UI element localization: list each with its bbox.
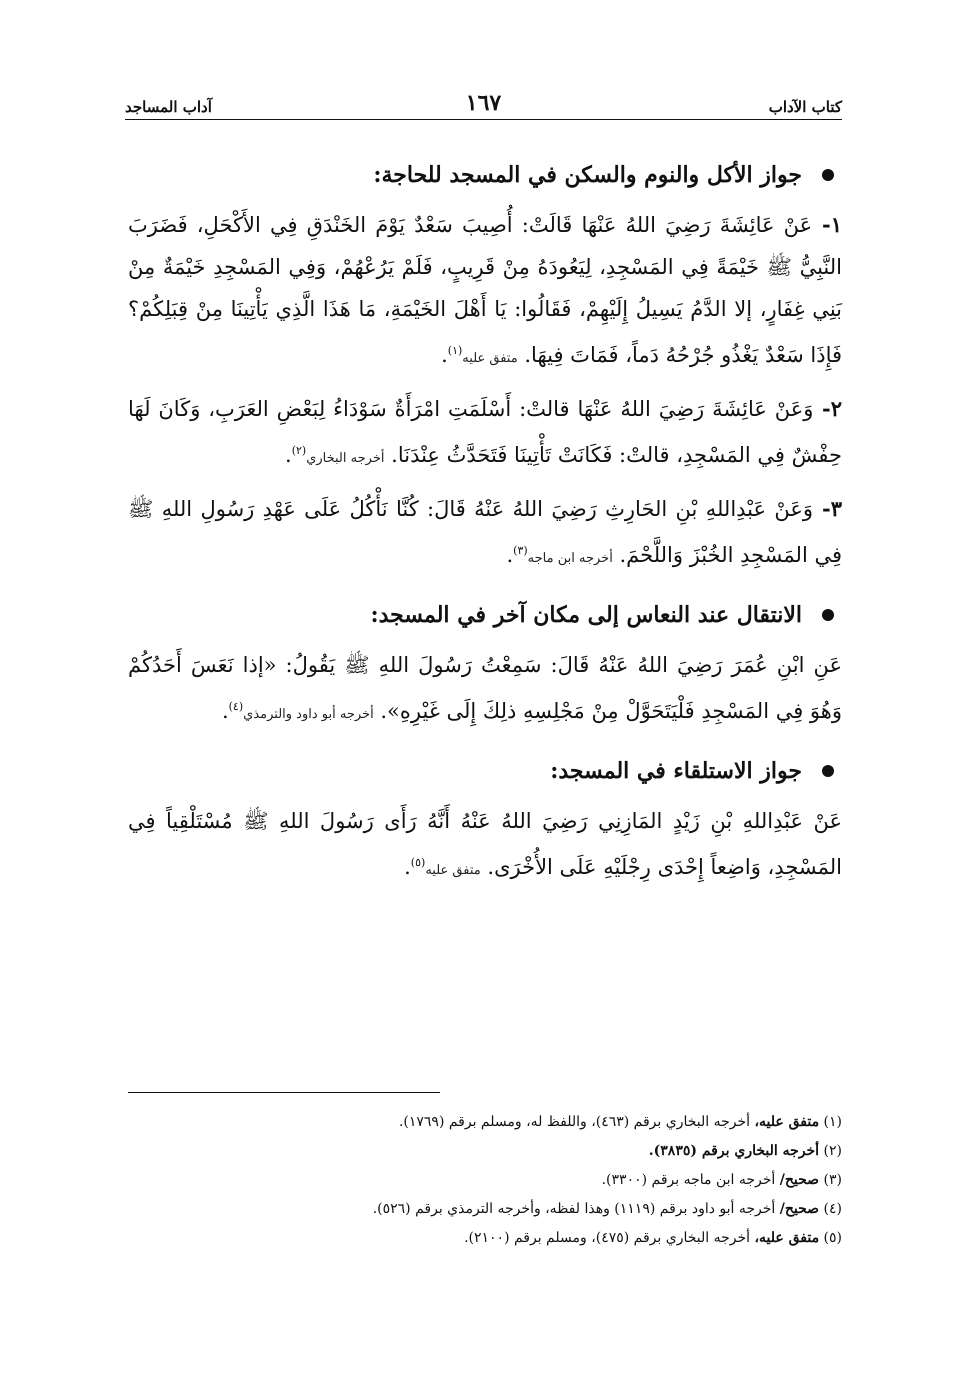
section-heading: جواز الأكل والنوم والسكن في المسجد للحاجة: xyxy=(128,154,842,196)
main-content xyxy=(128,140,842,892)
page-header xyxy=(125,86,842,116)
bullet-icon xyxy=(822,169,834,181)
hadith-text: وَعَنْ عَائِشَةَ رَضِيَ اللهُ عَنْهَا قالتْ: أَسْلَمَتِ امْرَأَةٌ سَوْدَاءُ لِبَعْضِ العَرَبِ، وَكَانَ لَهَا حِفْشٌ فِي المَسْجِدِ، قالتْ: فَكَانَتْ تَأْتِينَا فَتَحَدَّثُ عِنْدَنَا. xyxy=(128,397,842,467)
footnote: (١) متفق عليه، أخرجه البخاري برقم (٤٦٣)، واللفظ له، ومسلم برقم (١٧٦٩). xyxy=(398,1114,842,1130)
page-number: ١٦٧ xyxy=(465,90,502,116)
hadith-item: عَنِ ابْنِ عُمَرَ رَضِيَ اللهُ عَنْهُ قَالَ: سَمِعْتُ رَسُولَ اللهِ ﷺ يَقُولُ: «إذا نَعَسَ أَحَدُكُمْ وَهُوَ فِي المَسْجِدِ فَلْيَتَحَوَّلْ مِنْ مَجْلِسِهِ ذلِكَ إِلَى غَيْرِهِ». أخرجه أبو داود والترمذي$^{(٤)}$. xyxy=(128,653,842,723)
footnote-ref[interactable]: (٣) xyxy=(513,544,528,557)
hadith-text: عَنْ عَبْدِاللهِ بْنِ زَيْدٍ المَازِنِي رَضِيَ اللهُ عَنْهُ أَنَّهُ رَأَى رَسُولَ اللهِ ﷺ مُسْتَلْقِياً فِي المَسْجِدِ، وَاضِعاً إِحْدَى رِجْلَيْهِ عَلَى الأُخْرَى. xyxy=(128,809,842,879)
hadith-source: أخرجه أبو داود والترمذي xyxy=(243,707,374,722)
section-eating-sleeping xyxy=(128,154,842,580)
hadith-text: عَنِ ابْنِ عُمَرَ رَضِيَ اللهُ عَنْهُ قَالَ: سَمِعْتُ رَسُولَ اللهِ ﷺ يَقُولُ: «إذا نَعَسَ أَحَدُكُمْ وَهُوَ فِي المَسْجِدِ فَلْيَتَحَوَّلْ مِنْ مَجْلِسِهِ ذلِكَ إِلَى غَيْرِهِ». xyxy=(128,653,842,723)
section-drowsiness xyxy=(128,594,842,736)
bullet-icon xyxy=(822,765,834,777)
hadith-item: عَنْ عَبْدِاللهِ بْنِ زَيْدٍ المَازِنِي رَضِيَ اللهُ عَنْهُ أَنَّهُ رَأَى رَسُولَ اللهِ ﷺ مُسْتَلْقِياً فِي المَسْجِدِ، وَاضِعاً إِحْدَى رِجْلَيْهِ عَلَى الأُخْرَى. متفق عليه$^{(٥)}$. xyxy=(128,809,842,879)
footnote-rule xyxy=(128,1092,440,1093)
hadith-item: ٣- وَعَنْ عَبْدِاللهِ بْنِ الحَارِثِ رَضِيَ اللهُ عَنْهُ قَالَ: كُنَّا نَأْكُلُ عَلَى عَهْدِ رَسُولِ اللهِ ﷺ فِي المَسْجِدِ الخُبْزَ وَاللَّحْمَ. أخرجه ابن ماجه$^{(٣)}$. xyxy=(128,496,842,567)
footnote: (٢) أخرجه البخاري برقم (٣٨٣٥). xyxy=(648,1143,842,1159)
hadith-text: وَعَنْ عَبْدِاللهِ بْنِ الحَارِثِ رَضِيَ اللهُ عَنْهُ قَالَ: كُنَّا نَأْكُلُ عَلَى عَهْدِ رَسُولِ اللهِ ﷺ فِي المَسْجِدِ الخُبْزَ وَاللَّحْمَ. xyxy=(128,497,842,567)
header-rule xyxy=(125,119,842,120)
section-heading: الانتقال عند النعاس إلى مكان آخر في المسجد: xyxy=(128,594,842,636)
footnote-ref[interactable]: (٢) xyxy=(291,444,307,457)
footnotes xyxy=(128,1108,842,1253)
hadith-source: متفق عليه xyxy=(425,863,481,878)
section-lying-down xyxy=(128,750,842,892)
footnote: (٣) صحيح/ أخرجه ابن ماجه برقم (٣٣٠٠). xyxy=(601,1172,842,1188)
hadith-text: عَنْ عَائِشَةَ رَضِيَ اللهُ عَنْهَا قَالَتْ: أُصِيبَ سَعْدٌ يَوْمَ الخَنْدَقِ فِي الأَكْحَلِ، فَضَرَبَ النَّبِيُّ ﷺ خَيْمَةً فِي المَسْجِدِ، لِيَعُودَهُ مِنْ قَرِيبٍ، فَلَمْ يَرُعْهُمْ، وَفِي المَسْجِدِ خَيْمَةٌ مِنْ بَنِي غِفَارٍ، إلا الدَّمُ يَسِيلُ إِلَيْهِمْ، فَقَالُوا: يَا أَهْلَ الخَيْمَةِ، مَا هَذَا الَّذِي يَأْتِينَا مِنْ قِبَلِكُمْ؟ فَإِذَا سَعْدٌ يَغْذُو جُرْحُهُ دَماً، فَمَاتَ فِيهَا. xyxy=(128,213,842,367)
hadith-item: ١- عَنْ عَائِشَةَ رَضِيَ اللهُ عَنْهَا قَالَتْ: أُصِيبَ سَعْدٌ يَوْمَ الخَنْدَقِ فِي الأَكْحَلِ، فَضَرَبَ النَّبِيُّ ﷺ خَيْمَةً فِي المَسْجِدِ، لِيَعُودَهُ مِنْ قَرِيبٍ، فَلَمْ يَرُعْهُمْ، وَفِي المَسْجِدِ خَيْمَةٌ مِنْ بَنِي غِفَارٍ، إلا الدَّمُ يَسِيلُ إِلَيْهِمْ، فَقَالُوا: يَا أَهْلَ الخَيْمَةِ، مَا هَذَا الَّذِي يَأْتِينَا مِنْ قِبَلِكُمْ؟ فَإِذَا سَعْدٌ يَغْذُو جُرْحُهُ دَماً، فَمَاتَ فِيهَا. متفق عليه$^{(١)}$. xyxy=(128,212,842,367)
footnote: (٤) صحيح/ أخرجه أبو داود برقم (١١١٩) وهذا لفظه، وأخرجه الترمذي برقم (٥٢٦). xyxy=(372,1201,842,1217)
hadith-source: أخرجه البخاري xyxy=(306,451,385,466)
footnote-ref[interactable]: (١) xyxy=(447,344,463,357)
bullet-icon xyxy=(822,609,834,621)
footnote-ref[interactable]: (٥) xyxy=(410,856,426,869)
hadith-item: ٢- وَعَنْ عَائِشَةَ رَضِيَ اللهُ عَنْهَا قالتْ: أَسْلَمَتِ امْرَأَةٌ سَوْدَاءُ لِبَعْضِ العَرَبِ، وَكَانَ لَهَا حِفْشٌ فِي المَسْجِدِ، قالتْ: فَكَانَتْ تَأْتِينَا فَتَحَدَّثُ عِنْدَنَا. أخرجه البخاري$^{(٢)}$. xyxy=(128,396,842,467)
footnote-ref[interactable]: (٤) xyxy=(228,700,244,713)
hadith-source: أخرجه ابن ماجه xyxy=(527,551,613,566)
hadith-source: متفق عليه xyxy=(462,351,518,366)
book-title: كتاب الآداب xyxy=(768,98,842,116)
footnote: (٥) متفق عليه، أخرجه البخاري برقم (٤٧٥)، ومسلم برقم (٢١٠٠). xyxy=(464,1230,842,1246)
chapter-title: آداب المساجد xyxy=(125,98,212,116)
section-heading: جواز الاستلقاء في المسجد: xyxy=(128,750,842,792)
